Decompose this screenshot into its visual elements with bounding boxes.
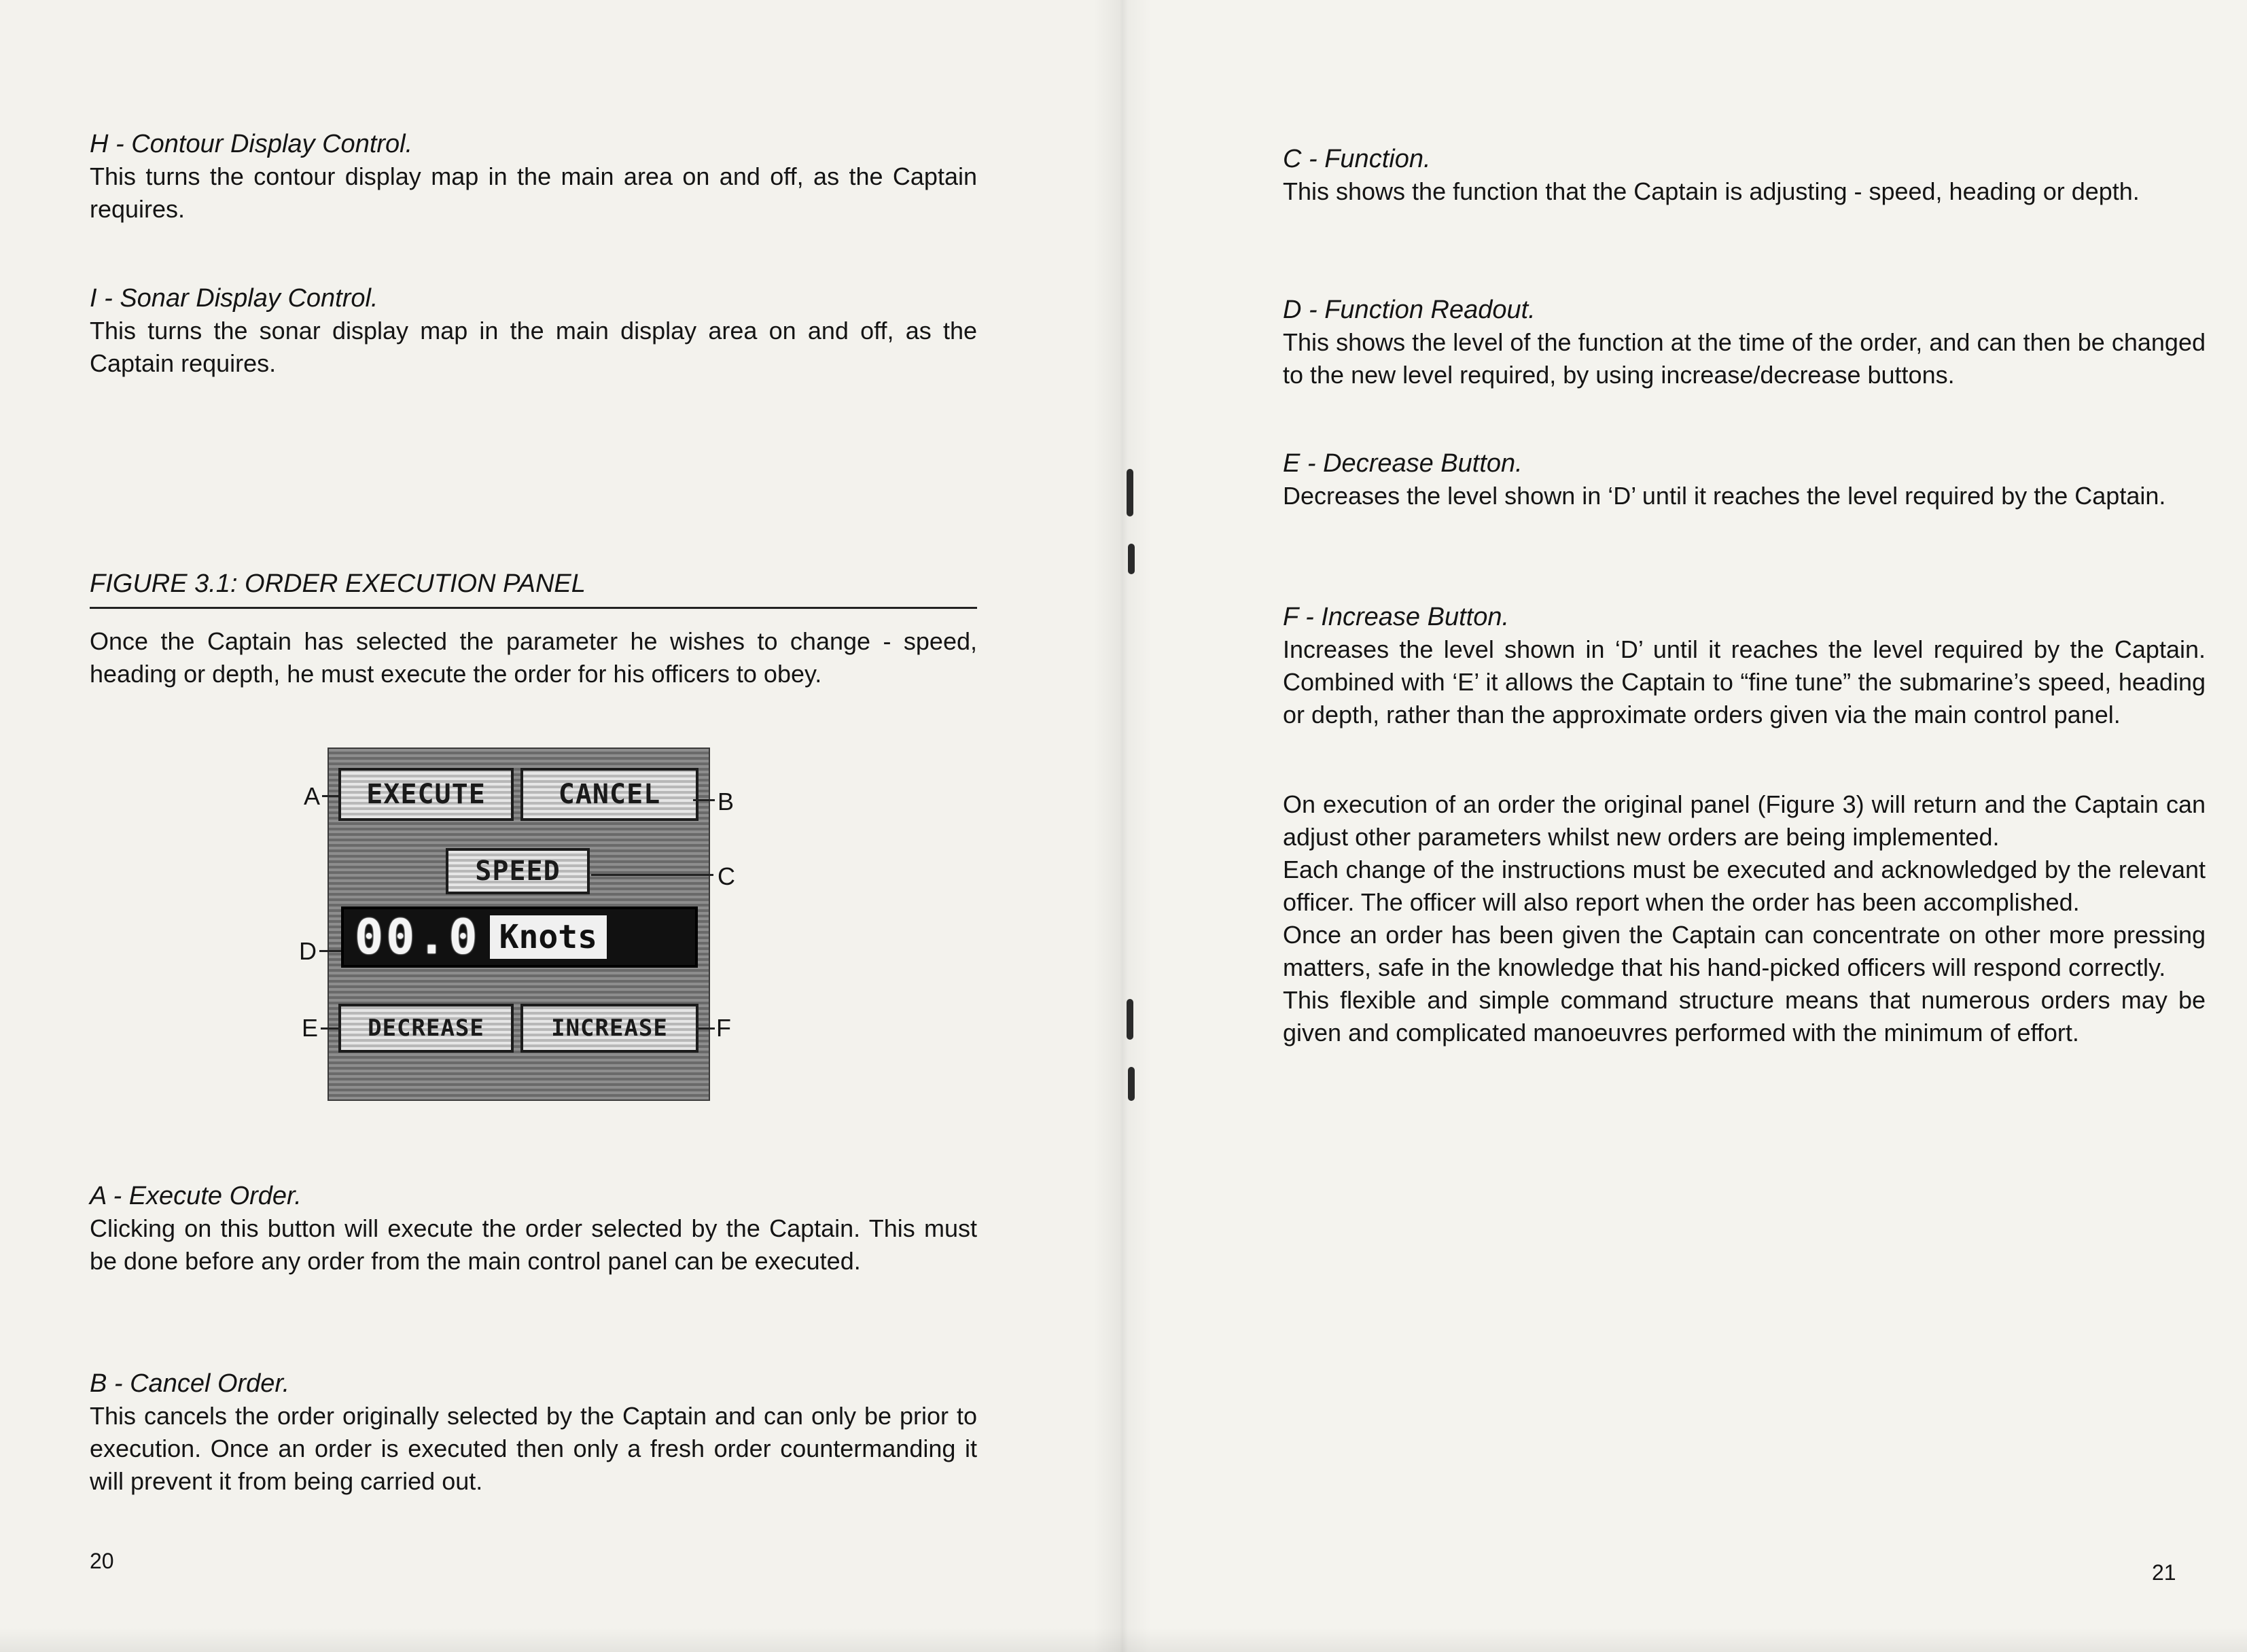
callout-b: B [718, 788, 735, 815]
book-gutter [1094, 0, 1151, 1652]
figure-intro [90, 625, 977, 690]
cancel-button[interactable]: CANCEL [520, 768, 698, 821]
section-b-cancel-order [90, 1367, 977, 1498]
readout-value: 00.0 [355, 909, 480, 965]
section-i-sonar-display [90, 282, 977, 380]
speed-function-label: SPEED [446, 848, 590, 894]
staple-top-lower [1128, 544, 1135, 574]
figure-caption: FIGURE 3.1: ORDER EXECUTION PANEL [90, 567, 977, 609]
callout-e-line [321, 1027, 341, 1030]
section-heading: B - Cancel Order. [90, 1369, 290, 1398]
section-body: This cancels the order originally selected by the Captain and can only be prior to execution. Once an order is executed then only a fresh order countermanding it will prevent it from being carried out. [90, 1402, 977, 1495]
section-f-increase-button [1283, 601, 2206, 731]
decrease-button[interactable]: DECREASE [338, 1004, 514, 1053]
page-number-left: 20 [90, 1549, 114, 1573]
closing-paragraphs [1283, 788, 2206, 1049]
callout-f-line [696, 1027, 715, 1030]
section-body: Increases the level shown in ‘D’ until it reaches the level required by the Captain. Combined with ‘E’ it allows the Captain to “fine tune” the submarine’s speed, heading or depth, rather than the approximate orders given via the main control panel. [1283, 635, 2206, 728]
section-body: Clicking on this button will execute the order selected by the Captain. This must be done before any order from the main control panel can be executed. [90, 1214, 977, 1275]
staple-top [1127, 469, 1133, 516]
callout-c: C [718, 862, 735, 890]
section-c-function [1283, 143, 2206, 208]
section-body: Decreases the level shown in ‘D’ until it reaches the level required by the Captain. [1283, 482, 2166, 510]
callout-d-line [319, 950, 341, 952]
section-heading: A - Execute Order. [90, 1182, 302, 1210]
figure-intro-text: Once the Captain has selected the parameter he wishes to change - speed, heading or depth, he must execute the order for his officers to obey. [90, 627, 977, 688]
order-execution-panel-figure [328, 748, 710, 1101]
callout-f: F [716, 1014, 731, 1042]
callout-c-line [591, 874, 713, 876]
right-page [1122, 0, 2247, 1652]
paragraph: This flexible and simple command structure means that numerous orders may be given and complicated manoeuvres performed with the minimum of effort. [1283, 986, 2206, 1047]
page-bottom-shadow [0, 1628, 2247, 1652]
paragraph: On execution of an order the original panel (Figure 3) will return and the Captain can adjust other parameters whilst new orders are being implemented. [1283, 790, 2206, 851]
section-d-function-readout [1283, 294, 2206, 391]
callout-a: A [304, 782, 321, 810]
section-body: This shows the level of the function at the time of the order, and can then be changed to the new level required, by using increase/decrease buttons. [1283, 328, 2206, 389]
readout-unit: Knots [490, 915, 607, 959]
callout-b-line [693, 799, 715, 801]
staple-bottom-lower [1128, 1067, 1135, 1101]
section-h-contour-display [90, 128, 977, 226]
paragraph: Each change of the instructions must be executed and acknowledged by the relevant officer. The officer will also report when the order has been accomplished. [1283, 856, 2206, 916]
paragraph: Once an order has been given the Captain can concentrate on other more pressing matters, safe in the knowledge that his hand-picked officers will respond correctly. [1283, 921, 2206, 981]
page-number-right: 21 [2152, 1560, 2176, 1585]
callout-a-line [322, 795, 338, 797]
execute-button[interactable]: EXECUTE [338, 768, 514, 821]
section-body: This shows the function that the Captain is adjusting - speed, heading or depth. [1283, 177, 2140, 205]
section-body: This turns the contour display map in the main area on and off, as the Captain requires. [90, 162, 977, 223]
section-heading: F - Increase Button. [1283, 603, 1510, 631]
staple-bottom [1127, 999, 1133, 1040]
section-body: This turns the sonar display map in the main display area on and off, as the Captain requires. [90, 317, 977, 377]
section-heading: D - Function Readout. [1283, 296, 1536, 324]
section-heading: I - Sonar Display Control. [90, 284, 378, 313]
left-page [0, 0, 1122, 1652]
function-readout [341, 907, 698, 968]
increase-button[interactable]: INCREASE [520, 1004, 698, 1053]
section-heading: E - Decrease Button. [1283, 449, 1523, 478]
section-a-execute-order [90, 1180, 977, 1278]
section-heading: H - Contour Display Control. [90, 130, 413, 158]
section-e-decrease-button [1283, 447, 2206, 512]
callout-e: E [302, 1014, 319, 1042]
callout-d: D [299, 937, 317, 965]
section-heading: C - Function. [1283, 145, 1431, 173]
